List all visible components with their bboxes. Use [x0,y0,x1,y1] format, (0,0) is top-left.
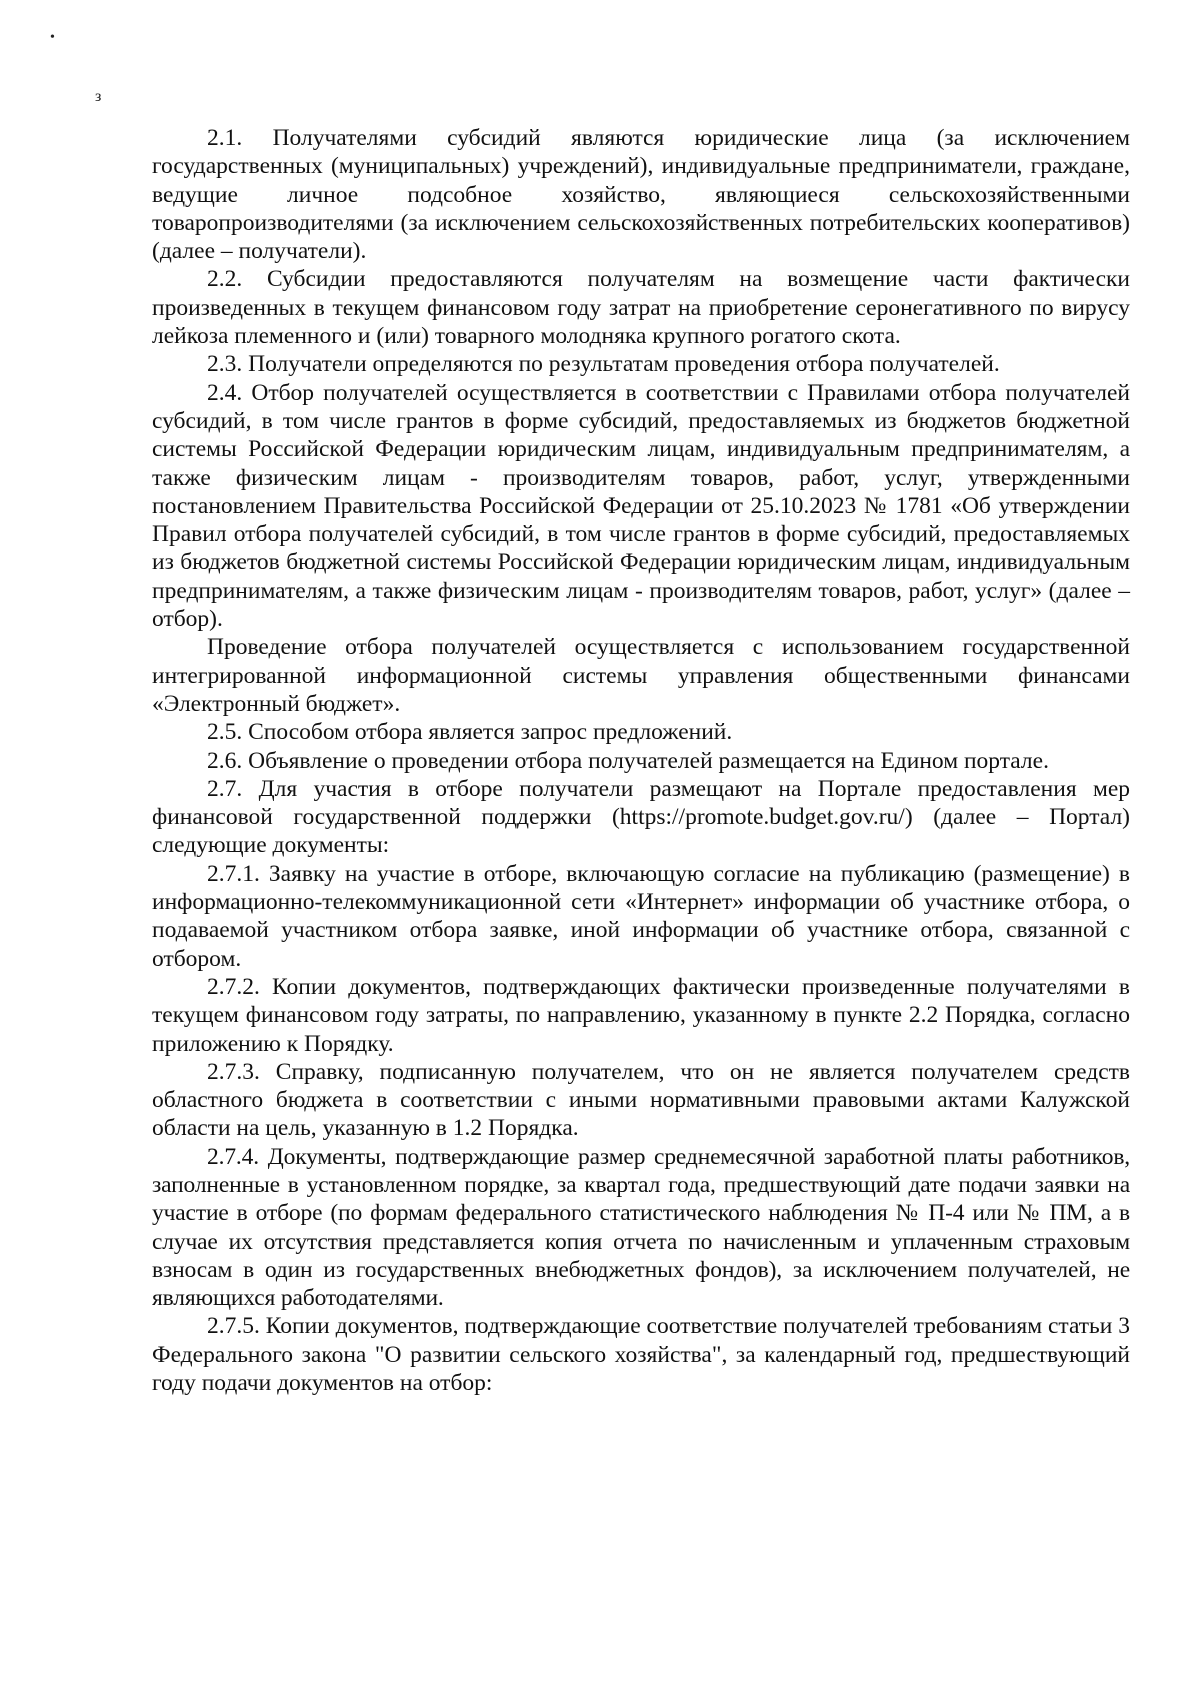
paragraph-2-7-2: 2.7.2. Копии документов, подтверждающих фактически произведенные получателями в текущем финансовом году затраты, по направлению, указанному в пункте 2.2 Порядка, согласно приложению к Порядку. [152,973,1130,1057]
paragraph-2-7: 2.7. Для участия в отборе получатели размещают на Портале предоставления мер финансовой государственной поддержки (https://promote.budget.gov.ru/) (далее – Портал) следующие документы: [152,775,1130,859]
paragraph-2-7-4: 2.7.4. Документы, подтверждающие размер среднемесячной заработной платы работников, заполненные в установленном порядке, за квартал года, предшествующий дате подачи заявки на участие в отборе (по формам федерального статистического наблюдения № П-4 или № ПМ, а в случае их отсутствия представляется копия отчета по начисленным и уплаченным страховым взносам в один из государственных внебюджетных фондов), за исключением получателей, не являющихся работодателями. [152,1143,1130,1312]
paragraph-2-5: 2.5. Способом отбора является запрос предложений. [207,719,733,746]
paragraph-2-6: 2.6. Объявление о проведении отбора получателей размещается на Едином портале. [207,747,1049,774]
scan-mark-top: • [50,30,55,45]
paragraph-2-7-1: 2.7.1. Заявку на участие в отборе, включающую согласие на публикацию (размещение) в информационно-телекоммуникационной сети «Интернет» информации об участнике отбора, о подаваемой участником отбора заявке, иной информации об участнике отбора, связанной с отбором. [152,860,1130,972]
page-number-mark: з [95,88,102,105]
paragraph-2-3: 2.3. Получатели определяются по результатам проведения отбора получателей. [207,351,1000,378]
paragraph-2-7-3: 2.7.3. Справку, подписанную получателем, что он не является получателем средств областного бюджета в соответствии с иными нормативными правовыми актами Калужской области на цель, указанную в 1.2 Порядка. [152,1058,1130,1142]
paragraph-2-1: 2.1. Получателями субсидий являются юридические лица (за исключением государственных (муниципальных) учреждений), индивидуальные предприниматели, граждане, ведущие личное подсобное хозяйство, являющиеся сельскохозяйственными товаропроизводителями (за исключением сельскохозяйственных потребительских кооперативов) (далее – получатели). [152,125,1130,265]
paragraph-2-2: 2.2. Субсидии предоставляются получателям на возмещение части фактически произведенных в текущем финансовом году затрат на приобретение серонегативного по вирусу лейкоза племенного и (или) товарного молодняка крупного рогатого скота. [152,266,1130,350]
document-body [152,124,1130,1397]
paragraph-2-4-continued: Проведение отбора получателей осуществляется с использованием государственной интегрированной информационной системы управления общественными финансами «Электронный бюджет». [152,634,1130,717]
paragraph-2-4: 2.4. Отбор получателей осуществляется в соответствии с Правилами отбора получателей субсидий, в том числе грантов в форме субсидий, предоставляемых из бюджетов бюджетной системы Российской Федерации юридическим лицам, индивидуальным предпринимателям, а также физическим лицам - производителям товаров, работ, услуг, утвержденными постановлением Правительства Российской Федерации от 25.10.2023 № 1781 «Об утверждении Правил отбора получателей субсидий, в том числе грантов в форме субсидий, предоставляемых из бюджетов бюджетной системы Российской Федерации юридическим лицам, индивидуальным предпринимателям, а также физическим лицам - производителям товаров, работ, услуг» (далее – отбор). [152,379,1130,633]
paragraph-2-7-5: 2.7.5. Копии документов, подтверждающие соответствие получателей требованиям статьи 3 Федерального закона "О развитии сельского хозяйства", за календарный год, предшествующий году подачи документов на отбор: [152,1313,1130,1397]
